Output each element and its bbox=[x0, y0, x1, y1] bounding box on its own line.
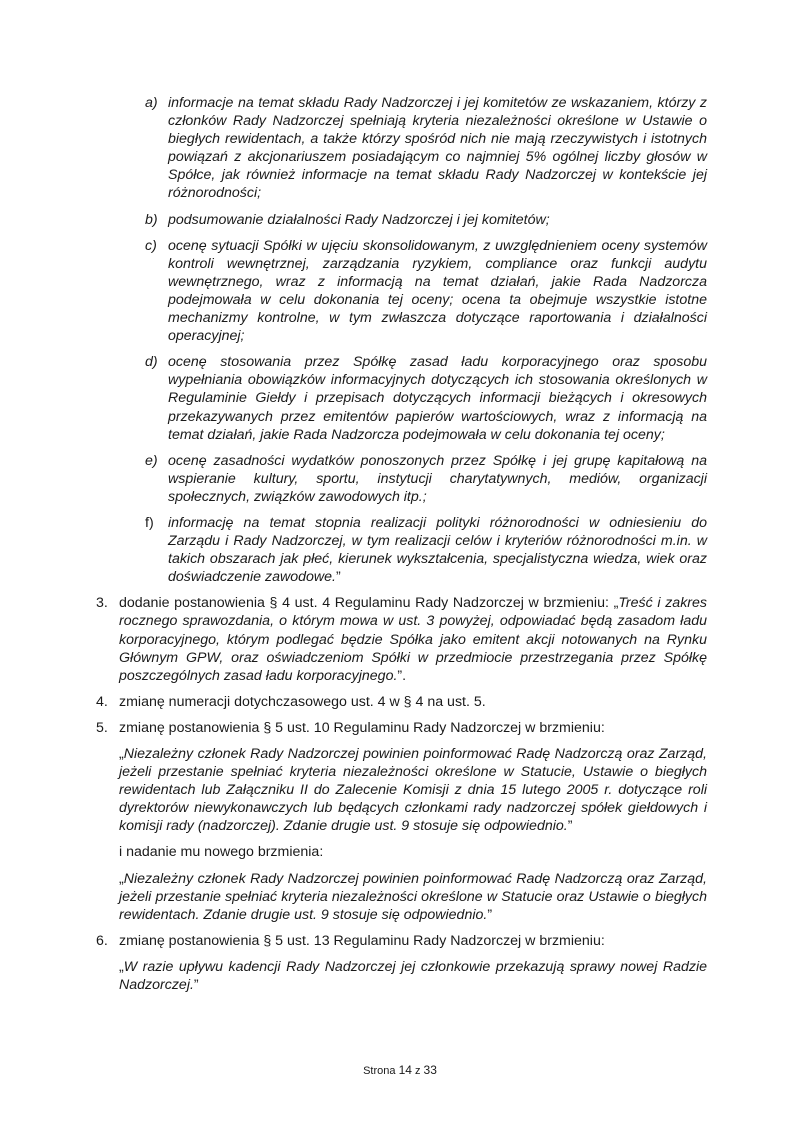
item-quote: Treść i zakres rocznego sprawozdania, o którym mowa w ust. 3 powyżej, odpowiadać będą zasadom ładu korporacyjnego, którym podlegać będzie Spółka jako emitent akcji notowanych na Rynku Głównym GPW, oraz oświadczeniom Spółki w przedmiocie przestrzegania przez Spółkę poszczególnych zasad ładu korporacyjnego. bbox=[119, 595, 708, 684]
sub-item-text: ocenę zasadności wydatków ponoszonych przez Spółkę i jej grupę kapitałową na wspieranie kultury, sportu, instytucji charytatywnych, mediów, organizacji społecznych, związków zawodowych itp.; bbox=[168, 452, 707, 505]
document-body bbox=[96, 94, 707, 1002]
item-number: 5. bbox=[96, 719, 108, 736]
item-text: zmianę numeracji dotychczasowego ust. 4 w § 4 na ust. 5. bbox=[119, 693, 486, 710]
page-separator: z bbox=[414, 1065, 421, 1077]
total-pages: 33 bbox=[423, 1063, 437, 1077]
closing-quote: ” bbox=[567, 818, 573, 835]
current-wording-quote: W razie upływu kadencji Rady Nadzorczej jej członkowie przekazują sprawy nowej Radzie Nadzorczej. bbox=[119, 958, 707, 994]
list-item-6 bbox=[96, 932, 707, 994]
connector bbox=[119, 843, 707, 861]
sub-item-text: ocenę sytuacji Spółki w ujęciu skonsolidowanym, z uwzględnieniem oceny systemów kontroli wewnętrznej, zarządzania ryzykiem, compliance oraz funkcji audytu wewnętrznego, wraz z informacją na temat działań, jakie Rada Nadzorcza podejmowała w celu dokonania tej oceny; ocena ta obejmuje wszystkie istotne mechanizmy kontrolne, w tym zwłaszcza dotyczące raportowania i działalności operacyjnej; bbox=[168, 237, 707, 345]
item-number: 6. bbox=[96, 932, 108, 949]
closing-quote: ”. bbox=[397, 667, 407, 684]
opening-quote: „ bbox=[119, 746, 124, 762]
sub-item-label: b) bbox=[145, 211, 158, 228]
sub-item-label: c) bbox=[145, 237, 157, 254]
sub-item-a bbox=[145, 94, 707, 203]
sub-item-text: podsumowanie działalności Rady Nadzorczej i jej komitetów; bbox=[168, 211, 550, 228]
sub-item-e bbox=[145, 452, 707, 506]
page-footer bbox=[0, 1061, 800, 1080]
item-text-content: zmianę postanowienia § 5 ust. 13 Regulaminu Rady Nadzorczej w brzmieniu: bbox=[119, 932, 605, 949]
item-text bbox=[119, 932, 707, 950]
closing-quote: ” bbox=[193, 977, 199, 994]
old-wording-quote: Niezależny członek Rady Nadzorczej powinien poinformować Radę Nadzorczą oraz Zarząd, jeżeli przestanie spełniać kryteria niezależności określone w Statucie, Ustawie o biegłych rewidentach lub Załączniku II do Zalecenie Komisji z dnia 15 lutego 2005 r. dotyczące roli dyrektorów niewykonawczych lub będących członkami rady nadzorczej spółek giełdowych i komisji rady (nadzorczej). Zdanie drugie ust. 9 stosuje się odpowiednio. bbox=[119, 746, 707, 835]
item-text-content: zmianę postanowienia § 5 ust. 10 Regulaminu Rady Nadzorczej w brzmieniu: bbox=[119, 719, 605, 736]
new-wording bbox=[119, 870, 707, 924]
sub-item-b bbox=[145, 211, 707, 229]
list-item-4 bbox=[96, 693, 707, 711]
connector-text: i nadanie mu nowego brzmienia: bbox=[119, 844, 324, 861]
list-item-3 bbox=[96, 594, 707, 684]
closing-quote: ” bbox=[336, 569, 341, 586]
current-page-number: 14 bbox=[398, 1063, 412, 1077]
sub-item-label: e) bbox=[145, 452, 158, 469]
item-number: 3. bbox=[96, 595, 108, 612]
sub-item-text: ocenę stosowania przez Spółkę zasad ładu korporacyjnego oraz sposobu wypełniania obowiązków informacyjnych dotyczących ich stosowania określonych w Regulaminie Giełdy i przepisach dotyczących informacji bieżących i okresowych przekazywanych przez emitentów papierów wartościowych, wraz z informacją na temat działań, jakie Rada Nadzorcza podejmowała w celu dokonania tej oceny; bbox=[168, 354, 707, 443]
item-text bbox=[119, 719, 707, 737]
sub-item-f bbox=[145, 514, 707, 586]
new-wording-quote: Niezależny członek Rady Nadzorczej powinien poinformować Radę Nadzorczą oraz Zarząd, jeżeli przestanie spełniać kryteria niezależności określone w Statucie oraz Ustawie o biegłych rewidentach. Zdanie drugie ust. 9 stosuje się odpowiednio. bbox=[119, 870, 707, 923]
sub-item-label: f) bbox=[145, 514, 154, 531]
opening-quote: „ bbox=[119, 870, 124, 887]
item-number: 4. bbox=[96, 693, 108, 710]
closing-quote: ” bbox=[487, 906, 493, 923]
old-wording bbox=[119, 745, 707, 835]
sub-item-text: informację na temat stopnia realizacji polityki różnorodności w odniesieniu do Zarządu i Rady Nadzorczej, w tym realizacji celów i kryteriów różnorodności m.in. w takich obszarach jak płeć, kierunek wykształcenia, specjalistyczna wiedza, wiek oraz doświadczenie zawodowe. bbox=[168, 514, 707, 586]
sub-item-text: informacje na temat składu Rady Nadzorczej i jej komitetów ze wskazaniem, którzy z członków Rady Nadzorczej spełniają kryteria niezależności określone w Ustawie o biegłych rewidentach, a także którzy spośród nich nie mają rzeczywistych i istotnych powiązań z akcjonariuszem posiadającym co najmniej 5% ogólnej liczby głosów w Spółce, jak również informacje na temat składu Rady Nadzorczej w kontekście jej różnorodności; bbox=[168, 95, 707, 202]
page-label: Strona bbox=[363, 1065, 396, 1077]
current-wording bbox=[119, 958, 707, 994]
list-item-5 bbox=[96, 719, 707, 924]
sub-list bbox=[145, 94, 707, 586]
item-intro: dodanie postanowienia § 4 ust. 4 Regulaminu Rady Nadzorczej w brzmieniu: „ bbox=[119, 595, 619, 612]
sub-item-label: a) bbox=[145, 95, 158, 111]
sub-item-c bbox=[145, 237, 707, 346]
sub-item-label: d) bbox=[145, 354, 158, 371]
sub-item-d bbox=[145, 353, 707, 443]
opening-quote: „ bbox=[119, 958, 124, 975]
